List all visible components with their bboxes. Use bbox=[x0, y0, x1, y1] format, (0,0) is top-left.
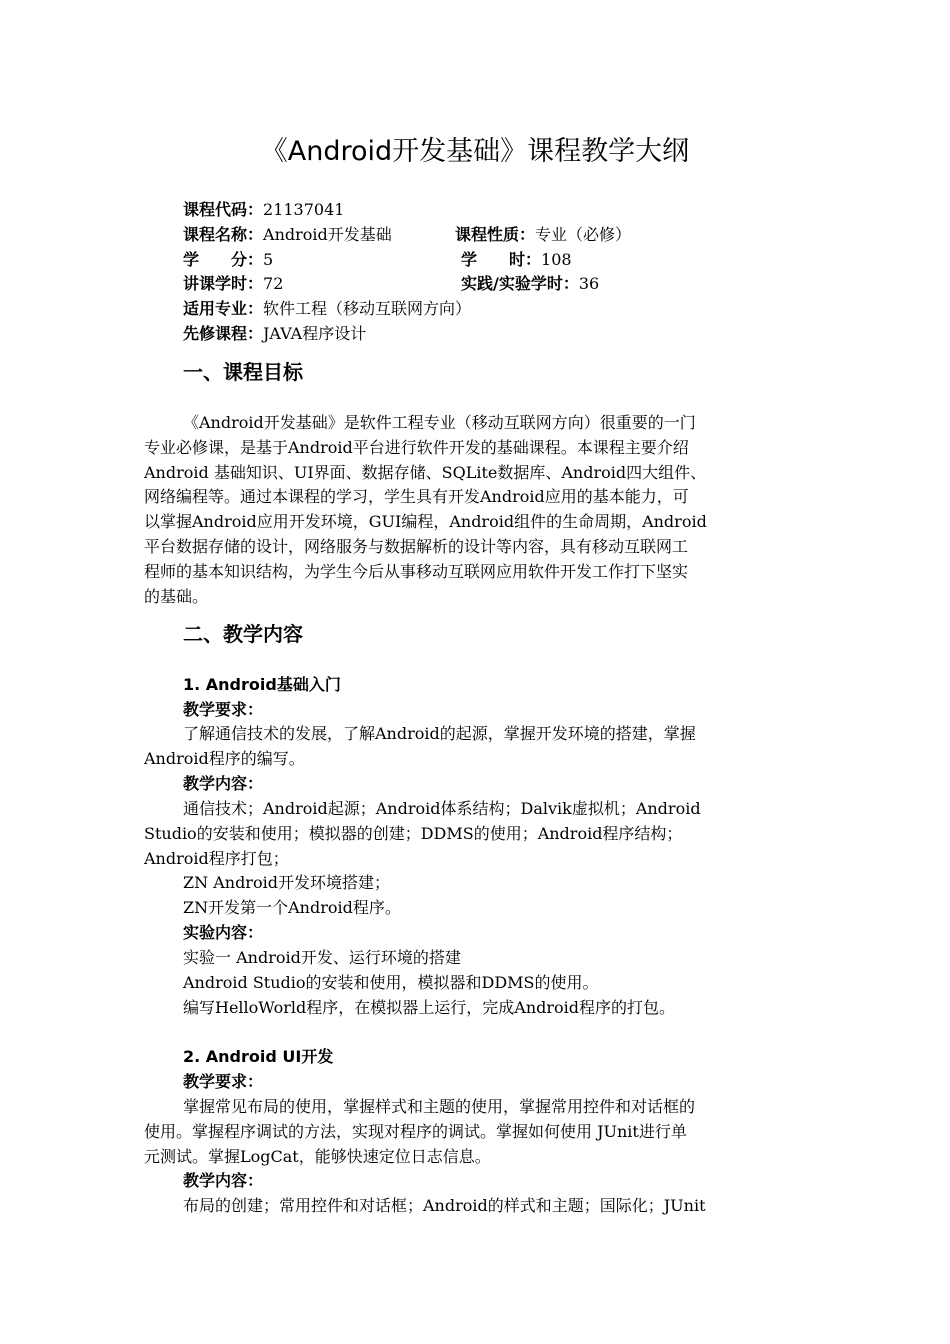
paragraph-line: 专业必修课，是基于Android平台进行软件开发的基础课程。本课程主要介绍 bbox=[144, 437, 689, 457]
nature-field bbox=[455, 223, 631, 248]
practice-label: 实践/实验学时： bbox=[461, 274, 579, 294]
unit2-req-label: 教学要求： bbox=[183, 1072, 264, 1091]
paragraph-line: 以掌握Android应用开发环境，GUI编程，Android组件的生命周期，Android bbox=[144, 512, 707, 532]
unit2-title: 2. Android UI开发 bbox=[183, 1047, 334, 1066]
unit1-content-label: 教学内容： bbox=[183, 774, 264, 793]
name-label: 课程名称： bbox=[183, 224, 264, 244]
nature-label: 课程性质： bbox=[455, 224, 536, 244]
paragraph-line: 平台数据存储的设计，网络服务与数据解析的设计等内容，具有移动互联网工 bbox=[144, 536, 689, 556]
lecture-label: 讲课学时： bbox=[183, 274, 264, 294]
section-heading-content: 二、教学内容 bbox=[183, 622, 303, 646]
paragraph-line: 了解通信技术的发展，了解Android的起源，掌握开发环境的搭建，掌握 bbox=[183, 724, 696, 743]
paragraph-line: ZN开发第一个Android程序。 bbox=[183, 898, 401, 918]
paragraph-line: 使用。掌握程序调试的方法，实现对程序的调试。掌握如何使用 JUnit进行单 bbox=[144, 1121, 687, 1141]
hours-field bbox=[461, 248, 572, 273]
paragraph-line: Studio的安装和使用；模拟器的创建；DDMS的使用；Android程序结构； bbox=[144, 823, 683, 843]
paragraph-line: 掌握常见布局的使用，掌握样式和主题的使用，掌握常用控件和对话框的 bbox=[183, 1097, 696, 1116]
paragraph-line: Android 基础知识、UI界面、数据存储、SQLite数据库、Android四大组件、 bbox=[144, 462, 707, 482]
info-row-major bbox=[183, 297, 471, 322]
paragraph-line: 通信技术；Android起源；Android体系结构；Dalvik虚拟机；Android bbox=[183, 799, 701, 818]
info-row-prereq bbox=[183, 322, 471, 347]
unit1-title: 1. Android基础入门 bbox=[183, 675, 341, 694]
paragraph-line: 程师的基本知识结构，为学生今后从事移动互联网应用软件开发工作打下坚实 bbox=[144, 561, 689, 581]
unit2-requirements bbox=[144, 1095, 806, 1169]
unit1-experiment bbox=[144, 946, 806, 1020]
code-value: 21137041 bbox=[263, 200, 345, 219]
paragraph-line: Android程序打包； bbox=[144, 848, 289, 868]
paragraph-line: 实验一 Android开发、运行环境的搭建 bbox=[183, 948, 461, 967]
code-label: 课程代码： bbox=[183, 200, 264, 219]
nature-value: 专业（必修） bbox=[535, 224, 632, 244]
paragraph-line: 编写HelloWorld程序，在模拟器上运行，完成Android程序的打包。 bbox=[183, 997, 676, 1017]
unit1-req-label: 教学要求： bbox=[183, 700, 264, 719]
paragraph-line: 的基础。 bbox=[144, 586, 209, 606]
credit-value: 5 bbox=[263, 249, 274, 269]
unit1-content bbox=[144, 797, 806, 921]
paragraph-line: ZN Android开发环境搭建； bbox=[183, 873, 390, 893]
info-row-credit bbox=[183, 248, 572, 273]
hours-label: 学 时： bbox=[461, 249, 542, 269]
practice-field bbox=[461, 272, 599, 297]
unit1-exp-label: 实验内容： bbox=[183, 923, 264, 942]
section-heading-objectives: 一、课程目标 bbox=[183, 360, 303, 384]
lecture-value: 72 bbox=[263, 274, 284, 294]
credit-label: 学 分： bbox=[183, 249, 264, 269]
paragraph-line: Android Studio的安装和使用，模拟器和DDMS的使用。 bbox=[183, 972, 599, 992]
paragraph-line: 《Android开发基础》是软件工程专业（移动互联网方向）很重要的一门 bbox=[183, 413, 696, 432]
info-row-name bbox=[183, 223, 632, 248]
prereq-value: JAVA程序设计 bbox=[263, 323, 367, 343]
paragraph-line: 布局的创建；常用控件和对话框；Android的样式和主题；国际化；JUnit bbox=[183, 1196, 706, 1215]
unit2-content bbox=[144, 1194, 806, 1219]
hours-value: 108 bbox=[541, 249, 572, 269]
unit2-content-label: 教学内容： bbox=[183, 1171, 264, 1190]
unit1-requirements bbox=[144, 722, 806, 772]
document-title: 《Android开发基础》课程教学大纲 bbox=[260, 136, 690, 167]
info-row-lecture bbox=[183, 272, 600, 297]
name-value: Android开发基础 bbox=[263, 224, 392, 244]
paragraph-line: Android程序的编写。 bbox=[144, 748, 305, 768]
course-info bbox=[183, 198, 632, 347]
info-row-code bbox=[183, 198, 471, 223]
objectives-paragraph bbox=[144, 411, 806, 609]
prereq-label: 先修课程： bbox=[183, 323, 264, 343]
paragraph-line: 元测试。掌握LogCat，能够快速定位日志信息。 bbox=[144, 1146, 491, 1166]
major-value: 软件工程（移动互联网方向） bbox=[263, 299, 472, 319]
practice-value: 36 bbox=[578, 274, 600, 294]
paragraph-line: 网络编程等。通过本课程的学习，学生具有开发Android应用的基本能力，可 bbox=[144, 487, 689, 507]
major-label: 适用专业： bbox=[183, 299, 264, 319]
